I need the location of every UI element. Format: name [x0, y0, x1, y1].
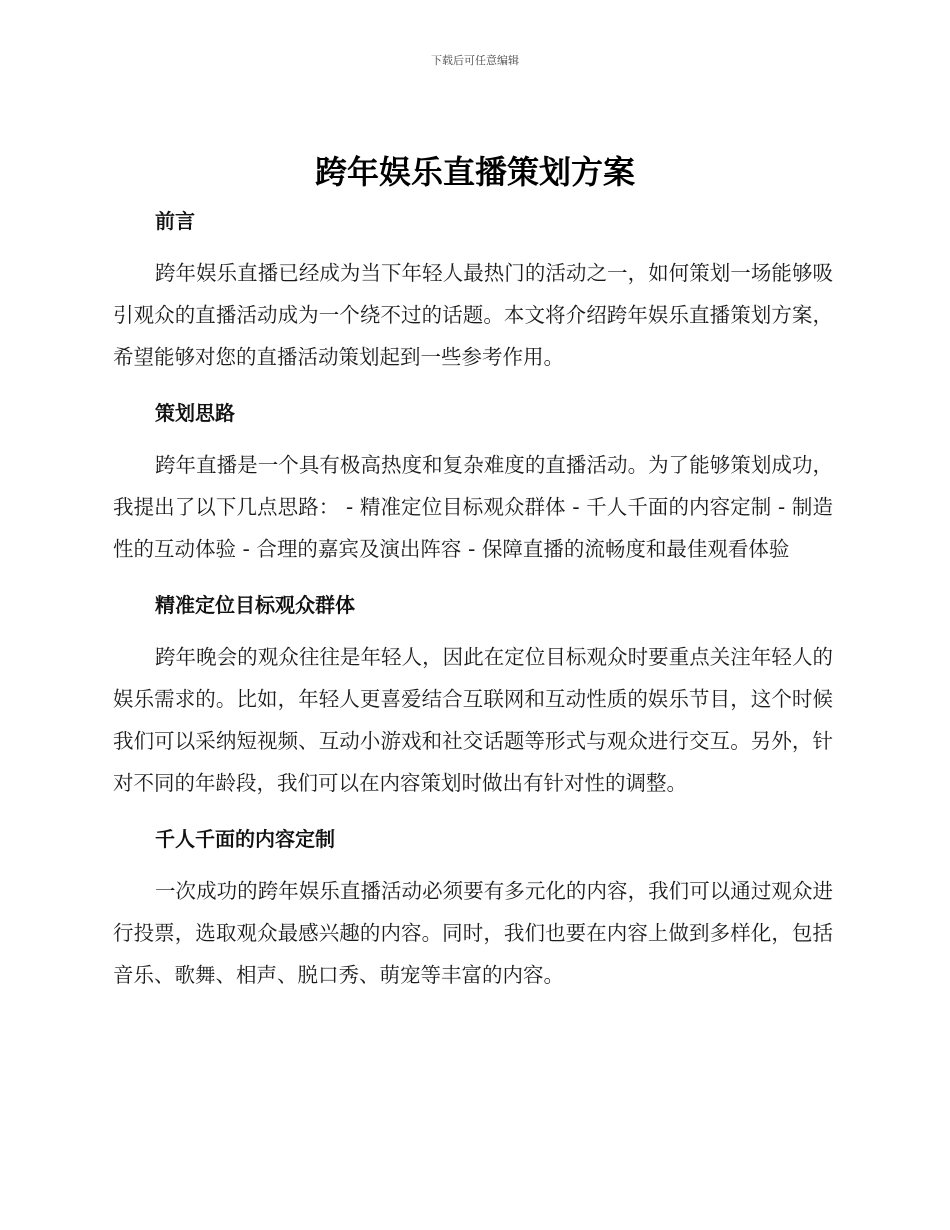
- section-paragraph: 一次成功的跨年娱乐直播活动必须要有多元化的内容，我们可以通过观众进行投票，选取观众最感兴趣的内容。同时，我们也要在内容上做到多样化，包括音乐、歌舞、相声、脱口秀、萌宠等丰富的内容。: [113, 879, 833, 987]
- section-paragraph: 跨年娱乐直播已经成为当下年轻人最热门的活动之一，如何策划一场能够吸引观众的直播活动成为一个绕不过的话题。本文将介绍跨年娱乐直播策划方案，希望能够对您的直播活动策划起到一些参考作用。: [113, 261, 833, 369]
- document-body: [113, 200, 833, 1010]
- section-paragraph: 跨年晚会的观众往往是年轻人，因此在定位目标观众时要重点关注年轻人的娱乐需求的。比如，年轻人更喜爱结合互联网和互动性质的娱乐节目，这个时候我们可以采纳短视频、互动小游戏和社交话题等形式与观众进行交互。另外，针对不同的年龄段，我们可以在内容策划时做出有针对性的调整。: [113, 645, 833, 795]
- document-title: 跨年娱乐直播策划方案: [314, 153, 635, 191]
- section-preface: [113, 200, 833, 378]
- section-heading: 前言: [155, 209, 195, 233]
- section-heading: 精准定位目标观众群体: [155, 593, 355, 617]
- section-planning-approach: [113, 392, 833, 570]
- section-heading: 策划思路: [155, 401, 235, 425]
- page-header-note: 下载后可任意编辑: [431, 54, 519, 67]
- section-content-customization: [113, 818, 833, 996]
- section-target-audience: [113, 584, 833, 804]
- section-paragraph: 跨年直播是一个具有极高热度和复杂难度的直播活动。为了能够策划成功，我提出了以下几点思路： - 精准定位目标观众群体 - 千人千面的内容定制 - 制造性的互动体验 - 合理的嘉宾及演出阵容 - 保障直播的流畅度和最佳观看体验: [113, 453, 833, 561]
- section-heading: 千人千面的内容定制: [155, 827, 335, 851]
